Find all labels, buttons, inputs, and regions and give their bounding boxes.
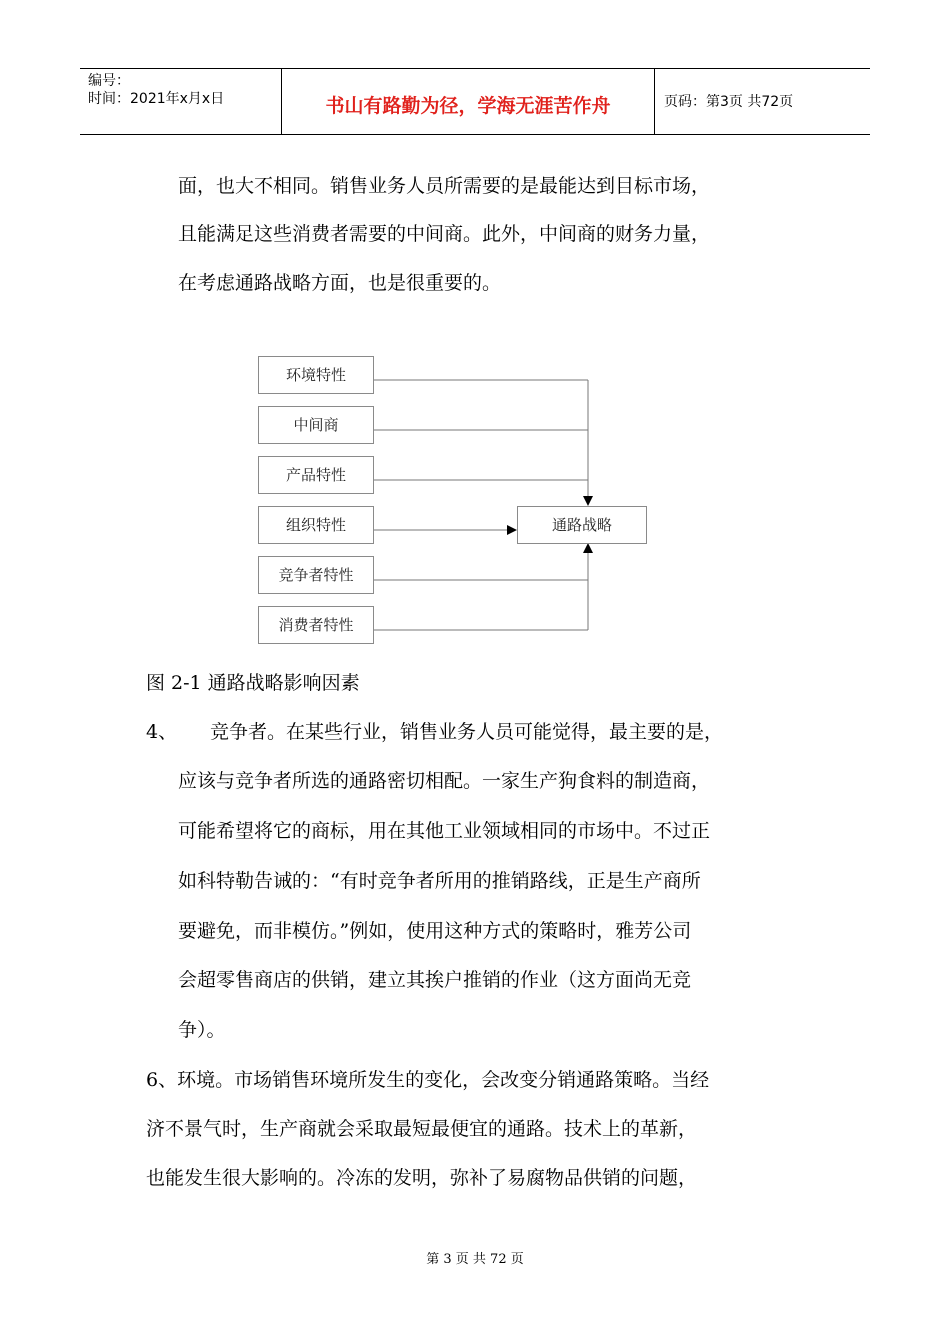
paragraph-line: 争）。 (178, 1019, 226, 1041)
paragraph-line: 可能希望将它的商标，用在其他工业领域相同的市场中。不过正 (178, 820, 711, 842)
page-footer: 第 3 页 共 72 页 (426, 1252, 524, 1267)
paragraph-line: 竞争者。在某些行业，销售业务人员可能觉得，最主要的是， (210, 721, 724, 743)
paragraph-line: 也能发生很大影响的。冷冻的发明，弥补了易腐物品供销的问题， (146, 1167, 698, 1189)
motto-text: 书山有路勤为径，学海无涯苦作舟 (325, 95, 611, 117)
serial-number-label: 编号： (88, 73, 130, 89)
paragraph-line: 在考虑通路战略方面，也是很重要的。 (178, 272, 502, 294)
factor-box-environment: 环境特性 (258, 356, 374, 394)
factor-box-consumer: 消费者特性 (258, 606, 374, 644)
factor-box-competitor: 竞争者特性 (258, 556, 374, 594)
factor-box-intermediaries: 中间商 (258, 406, 374, 444)
list-item-number: 4、 (146, 721, 178, 743)
target-box-channel-strategy: 通路战略 (517, 506, 647, 544)
paragraph-line: 6、环境。市场销售环境所发生的变化，会改变分销通路策略。当经 (146, 1069, 710, 1091)
paragraph-line: 如科特勒告诫的：“有时竞争者所用的推销路线，正是生产商所 (178, 870, 701, 892)
figure-caption: 图 2-1 通路战略影响因素 (146, 672, 360, 694)
paragraph-line: 面，也大不相同。销售业务人员所需要的是最能达到目标市场， (178, 175, 711, 197)
paragraph-line: 会超零售商店的供销，建立其挨户推销的作业（这方面尚无竞 (178, 969, 692, 991)
factor-box-product: 产品特性 (258, 456, 374, 494)
paragraph-line: 应该与竞争者所选的通路密切相配。一家生产狗食料的制造商， (178, 770, 711, 792)
page-number-label: 页码：第3页 共72页 (664, 94, 794, 110)
paragraph-line: 济不景气时，生产商就会采取最短最便宜的通路。技术上的革新， (146, 1118, 698, 1140)
date-label: 时间：2021年x月x日 (88, 91, 225, 107)
paragraph-line: 要避免，而非模仿。”例如，使用这种方式的策略时，雅芳公司 (178, 920, 692, 942)
paragraph-line: 且能满足这些消费者需要的中间商。此外，中间商的财务力量， (178, 223, 711, 245)
factor-box-organization: 组织特性 (258, 506, 374, 544)
